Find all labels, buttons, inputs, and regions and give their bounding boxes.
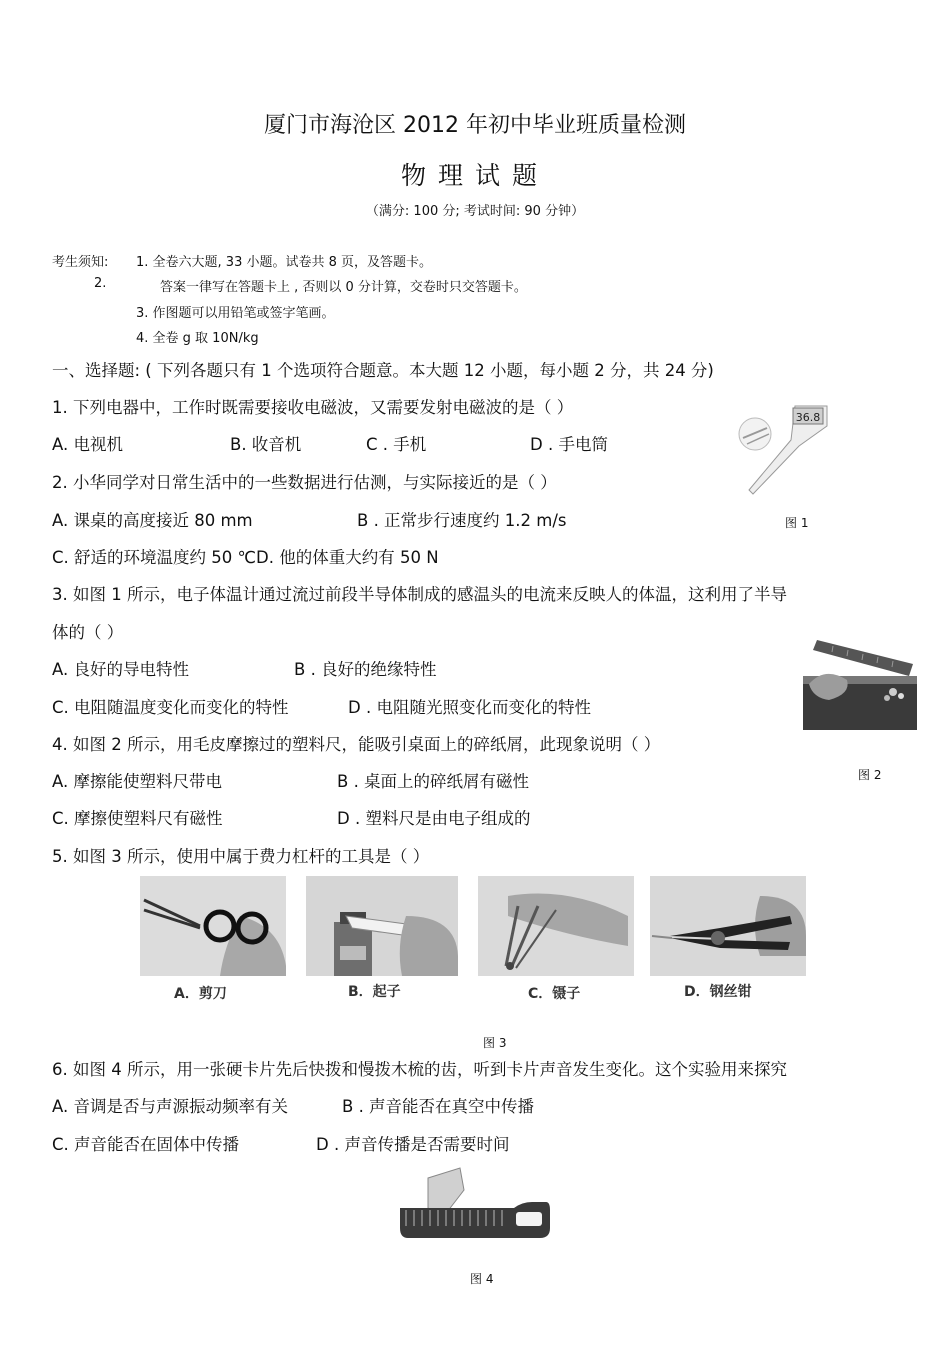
figure-3-label-c: C．镊子 <box>528 986 581 1002</box>
figure-3-label-b: B．起子 <box>348 984 401 1000</box>
figure-3-scissors <box>140 876 286 976</box>
q4-option-a: A. 摩擦能使塑料尺带电 <box>52 772 222 791</box>
q6-option-d: D . 声音传播是否需要时间 <box>316 1135 510 1154</box>
q2-option-a: A. 课桌的高度接近 80 mm <box>52 511 253 530</box>
q3-option-d: D . 电阻随光照变化而变化的特性 <box>348 698 591 717</box>
notice-item-2: 答案一律写在答题卡上 , 否则以 0 分计算，交卷时只交答题卡。 <box>160 280 527 295</box>
q3-stem-line1: 3. 如图 1 所示，电子体温计通过流过前段半导体制成的感温头的电流来反映人的体温，这利用了半导 <box>52 585 787 604</box>
figure-3-wire-pliers <box>650 876 806 976</box>
figure-3-tweezers <box>478 876 634 976</box>
q1-option-d: D . 手电筒 <box>530 435 608 454</box>
exam-meta: （满分: 100 分; 考试时间: 90 分钟） <box>365 204 585 219</box>
q1-option-c: C . 手机 <box>366 435 427 454</box>
figure-1-thermometer <box>733 398 833 498</box>
q6-stem: 6. 如图 4 所示，用一张硬卡片先后快拨和慢拨木梳的齿，听到卡片声音发生变化。这个实验用来探究 <box>52 1060 787 1079</box>
q3-option-a: A. 良好的导电特性 <box>52 660 189 679</box>
notice-item-2-number: 2. <box>94 276 107 291</box>
q3-option-b: B . 良好的绝缘特性 <box>294 660 437 679</box>
figure-3-bottle-opener <box>306 876 458 976</box>
q6-option-a: A. 音调是否与声源振动频率有关 <box>52 1097 288 1116</box>
q1-option-a: A. 电视机 <box>52 435 123 454</box>
notice-item-4: 4. 全卷 g 取 10N/kg <box>136 331 259 346</box>
figure-3-label-d: D．钢丝钳 <box>684 984 752 1000</box>
figure-3-caption: 图 3 <box>483 1036 507 1050</box>
exam-subtitle: 物理试题 <box>400 161 549 190</box>
q6-option-b: B . 声音能否在真空中传播 <box>342 1097 535 1116</box>
q6-option-c: C. 声音能否在固体中传播 <box>52 1135 240 1154</box>
q2-option-cd: C. 舒适的环境温度约 50 ℃D. 他的体重大约有 50 N <box>52 548 439 567</box>
q1-stem: 1. 下列电器中，工作时既需要接收电磁波，又需要发射电磁波的是（ ） <box>52 398 574 417</box>
figure-1-caption: 图 1 <box>785 516 809 530</box>
q3-option-c: C. 电阻随温度变化而变化的特性 <box>52 698 289 717</box>
q4-option-c: C. 摩擦使塑料尺有磁性 <box>52 809 223 828</box>
figure-3-label-a: A．剪刀 <box>174 986 227 1002</box>
q4-option-d: D . 塑料尺是由电子组成的 <box>337 809 531 828</box>
q2-stem: 2. 小华同学对日常生活中的一些数据进行估测，与实际接近的是（ ） <box>52 473 557 492</box>
section-heading: 一、选择题: ( 下列各题只有 1 个选项符合题意。本大题 12 小题，每小题 2 分，共 24 分) <box>52 361 714 380</box>
q3-stem-line2: 体的（ ） <box>52 623 124 642</box>
q1-option-b: B. 收音机 <box>230 435 302 454</box>
q2-option-b: B . 正常步行速度约 1.2 m/s <box>357 511 567 530</box>
q4-option-b: B . 桌面上的碎纸屑有磁性 <box>337 772 530 791</box>
q4-stem: 4. 如图 2 所示，用毛皮摩擦过的塑料尺，能吸引桌面上的碎纸屑，此现象说明（ ） <box>52 735 661 754</box>
notice-label: 考生须知: <box>52 255 109 270</box>
exam-title: 厦门市海沧区 2012 年初中毕业班质量检测 <box>264 113 686 138</box>
figure-4-caption: 图 4 <box>470 1272 494 1286</box>
thermometer-display: 36.8 <box>795 411 821 424</box>
figure-4-comb-card <box>398 1166 550 1244</box>
figure-2-caption: 图 2 <box>858 768 882 782</box>
q5-stem: 5. 如图 3 所示，使用中属于费力杠杆的工具是（ ） <box>52 847 430 866</box>
figure-2-ruler-photo <box>803 636 917 730</box>
notice-item-1: 1. 全卷六大题, 33 小题。试卷共 8 页，及答题卡。 <box>136 255 433 270</box>
notice-item-3: 3. 作图题可以用铅笔或签字笔画。 <box>136 306 335 321</box>
